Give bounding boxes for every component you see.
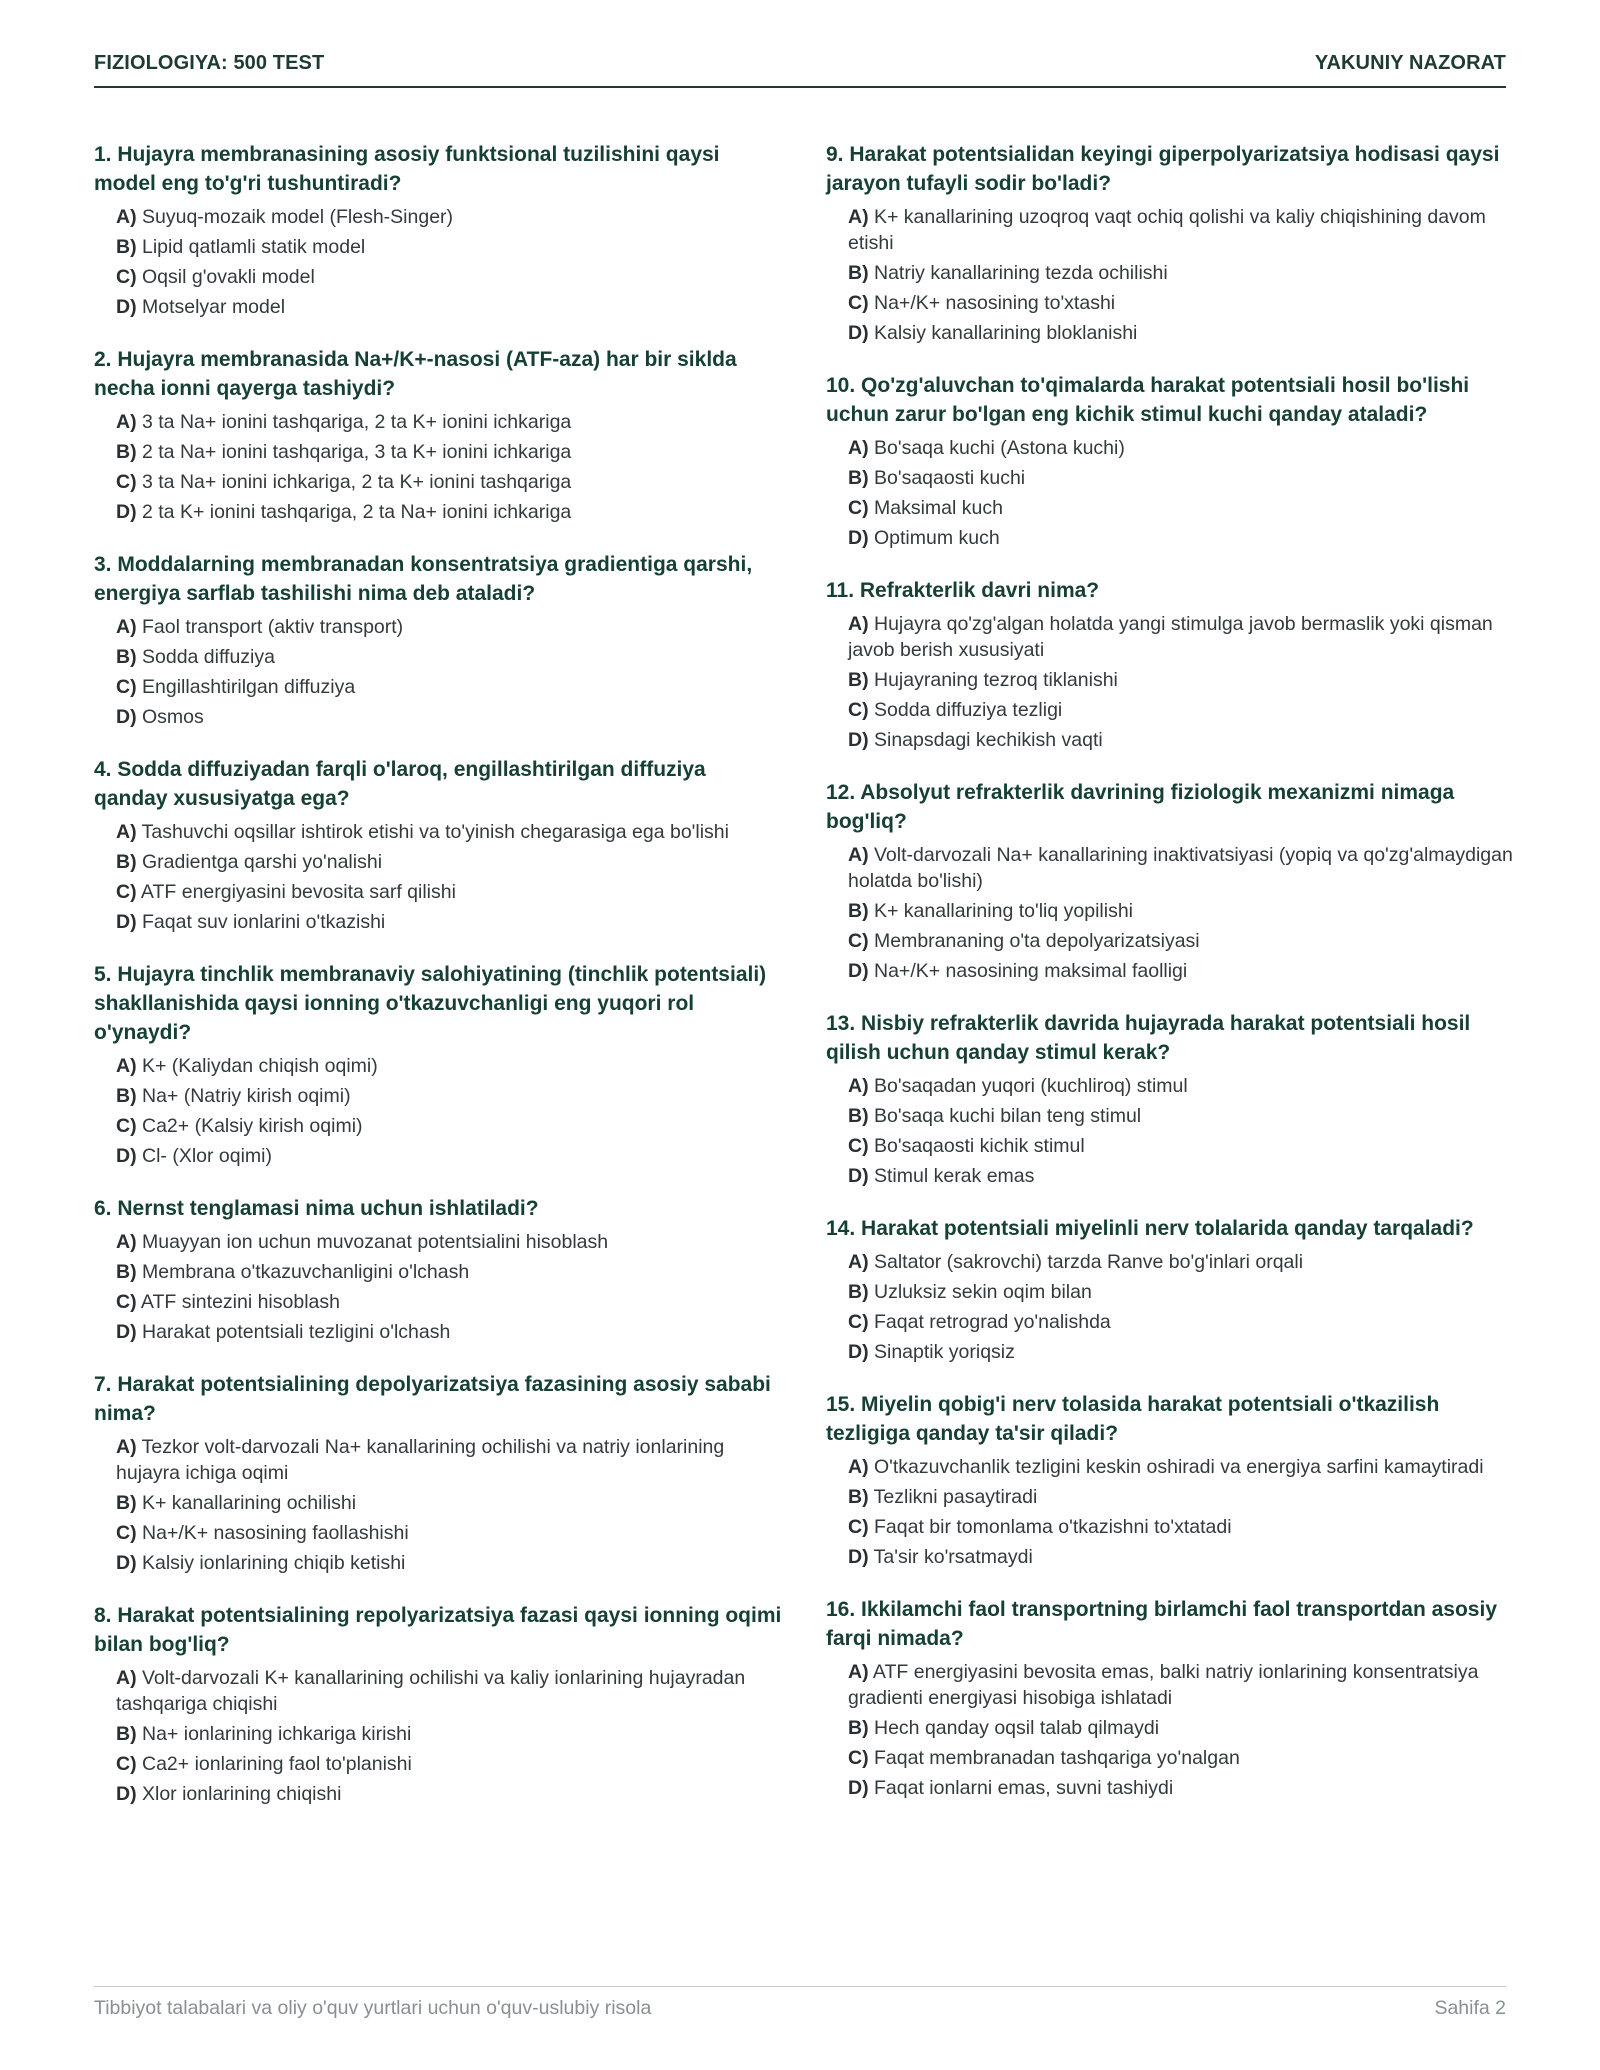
option-text: Osmos — [142, 706, 204, 728]
option-letter: B) — [116, 1261, 137, 1283]
answer-option — [94, 1520, 784, 1546]
answer-option — [94, 644, 784, 670]
answer-option — [94, 879, 784, 905]
option-letter: C) — [116, 266, 137, 288]
answer-option — [94, 1751, 784, 1777]
answer-option — [94, 294, 784, 320]
answer-option — [94, 1083, 784, 1109]
answer-option — [826, 1659, 1516, 1711]
answer-option — [94, 1550, 784, 1576]
option-letter: A) — [116, 1436, 137, 1458]
answer-option — [826, 320, 1516, 346]
question-text: 13. Nisbiy refrakterlik davrida hujayrada harakat potentsiali hosil qilish uchun qanday stimul kerak? — [826, 1012, 1471, 1064]
option-letter: D) — [848, 1341, 869, 1363]
option-text: 3 ta Na+ ionini tashqariga, 2 ta K+ ionini ichkariga — [142, 411, 572, 433]
answer-option — [826, 667, 1516, 693]
answer-option — [826, 1775, 1516, 1801]
option-letter: A) — [848, 437, 869, 459]
option-letter: D) — [848, 1546, 869, 1568]
document-title: FIZIOLOGIYA: 500 TEST — [94, 52, 325, 74]
option-letter: D) — [848, 729, 869, 751]
option-letter: B) — [116, 1085, 137, 1107]
question-text: 11. Refrakterlik davri nima? — [826, 579, 1100, 602]
page-header — [94, 52, 1506, 88]
option-text: Bo'saqadan yuqori (kuchliroq) stimul — [874, 1075, 1188, 1097]
question-text: 16. Ikkilamchi faol transportning birlamchi faol transportdan asosiy farqi nimada? — [826, 1598, 1497, 1650]
option-text: Membrana o'tkazuvchanligini o'lchash — [142, 1261, 470, 1283]
option-text: K+ kanallarining uzoqroq vaqt ochiq qolishi va kaliy chiqishining davom etishi — [848, 206, 1486, 254]
option-letter: C) — [116, 1522, 137, 1544]
answer-option — [826, 898, 1516, 924]
answer-option — [826, 1103, 1516, 1129]
option-letter: A) — [848, 613, 869, 635]
answer-option — [94, 264, 784, 290]
section-title: YAKUNIY NAZORAT — [1314, 52, 1506, 74]
answer-option — [826, 1073, 1516, 1099]
question-text: 4. Sodda diffuziyadan farqli o'laroq, engillashtirilgan diffuziya qanday xususiyatga ega? — [94, 758, 706, 810]
option-text: Na+/K+ nasosining maksimal faolligi — [874, 960, 1188, 982]
option-text: K+ (Kaliydan chiqish oqimi) — [142, 1055, 378, 1077]
option-text: Bo'saqa kuchi (Astona kuchi) — [874, 437, 1125, 459]
option-text: Tezlikni pasaytiradi — [873, 1486, 1038, 1508]
option-text: Na+/K+ nasosining faollashishi — [142, 1522, 409, 1544]
answer-option — [826, 1163, 1516, 1189]
option-text: Bo'saqaosti kichik stimul — [874, 1135, 1085, 1157]
question-block — [826, 1595, 1516, 1801]
answer-option — [826, 1454, 1516, 1480]
option-text: Suyuq-mozaik model (Flesh-Singer) — [142, 206, 454, 228]
question-text: 12. Absolyut refrakterlik davrining fiziologik mexanizmi nimaga bog'liq? — [826, 781, 1455, 833]
option-letter: D) — [116, 1321, 137, 1343]
answer-option — [94, 439, 784, 465]
answer-option — [94, 234, 784, 260]
option-letter: D) — [116, 911, 137, 933]
page-number: Sahifa 2 — [1434, 1997, 1506, 2019]
answer-option — [94, 909, 784, 935]
option-text: Faqat bir tomonlama o'tkazishni to'xtatadi — [874, 1516, 1232, 1538]
option-letter: D) — [116, 296, 137, 318]
option-letter: C) — [116, 1291, 137, 1313]
answer-option — [94, 204, 784, 230]
option-letter: C) — [848, 1135, 869, 1157]
option-text: Faqat ionlarni emas, suvni tashiydi — [874, 1777, 1174, 1799]
option-letter: A) — [848, 844, 869, 866]
option-letter: A) — [116, 411, 137, 433]
page-footer — [94, 1986, 1506, 2020]
option-letter: D) — [116, 1145, 137, 1167]
option-text: Motselyar model — [142, 296, 286, 318]
option-letter: B) — [116, 236, 137, 258]
answer-option — [826, 1544, 1516, 1570]
answer-option — [94, 674, 784, 700]
question-block — [94, 550, 784, 730]
answer-option — [826, 1309, 1516, 1335]
option-text: Ca2+ ionlarining faol to'planishi — [142, 1753, 412, 1775]
option-letter: D) — [116, 706, 137, 728]
question-block — [826, 1009, 1516, 1189]
option-letter: A) — [848, 206, 869, 228]
option-letter: A) — [848, 1251, 869, 1273]
option-text: K+ kanallarining to'liq yopilishi — [874, 900, 1133, 922]
answer-option — [826, 958, 1516, 984]
answer-option — [826, 435, 1516, 461]
question-text: 1. Hujayra membranasining asosiy funktsional tuzilishini qaysi model eng to'g'ri tushuntiradi? — [94, 143, 720, 195]
option-letter: A) — [116, 1667, 137, 1689]
answer-option — [826, 842, 1516, 894]
question-block — [826, 778, 1516, 984]
option-text: Kalsiy ionlarining chiqib ketishi — [142, 1552, 406, 1574]
question-block — [94, 1194, 784, 1345]
option-text: Maksimal kuch — [874, 497, 1003, 519]
answer-option — [826, 1133, 1516, 1159]
answer-option — [94, 1143, 784, 1169]
option-letter: B) — [116, 851, 137, 873]
option-letter: A) — [116, 206, 137, 228]
option-text: Hujayra qo'zg'algan holatda yangi stimulga javob bermaslik yoki qisman javob berish xususiyati — [848, 613, 1493, 661]
answer-option — [826, 1249, 1516, 1275]
option-text: Membrananing o'ta depolyarizatsiyasi — [874, 930, 1200, 952]
answer-option — [94, 1490, 784, 1516]
answer-option — [94, 499, 784, 525]
option-letter: B) — [848, 1105, 869, 1127]
option-text: 2 ta K+ ionini tashqariga, 2 ta Na+ ionini ichkariga — [142, 501, 572, 523]
question-text: 7. Harakat potentsialining depolyarizatsiya fazasining asosiy sababi nima? — [94, 1373, 771, 1425]
question-text: 14. Harakat potentsiali miyelinli nerv tolalarida qanday tarqaladi? — [826, 1217, 1474, 1240]
option-letter: D) — [116, 1552, 137, 1574]
answer-option — [94, 819, 784, 845]
option-text: Sodda diffuziya — [142, 646, 275, 668]
answer-option — [94, 1319, 784, 1345]
option-letter: B) — [116, 646, 137, 668]
answer-option — [826, 495, 1516, 521]
option-letter: D) — [116, 501, 137, 523]
option-text: Faqat suv ionlarini o'tkazishi — [142, 911, 386, 933]
answer-option — [94, 1229, 784, 1255]
option-text: Oqsil g'ovakli model — [142, 266, 315, 288]
option-text: Bo'saqaosti kuchi — [874, 467, 1026, 489]
option-text: Saltator (sakrovchi) tarzda Ranve bo'g'inlari orqali — [874, 1251, 1304, 1273]
option-letter: B) — [848, 262, 869, 284]
answer-option — [94, 704, 784, 730]
option-letter: C) — [116, 1753, 137, 1775]
option-text: Na+ ionlarining ichkariga kirishi — [142, 1723, 412, 1745]
option-letter: C) — [116, 1115, 137, 1137]
option-text: Natriy kanallarining tezda ochilishi — [874, 262, 1168, 284]
option-text: Sinapsdagi kechikish vaqti — [874, 729, 1103, 751]
option-text: Tezkor volt-darvozali Na+ kanallarining ochilishi va natriy ionlarining hujayra ichiga oqimi — [116, 1436, 725, 1484]
option-letter: C) — [848, 1747, 869, 1769]
answer-option — [94, 1113, 784, 1139]
right-column — [826, 140, 1516, 1826]
option-text: Uzluksiz sekin oqim bilan — [874, 1281, 1092, 1303]
option-text: Ta'sir ko'rsatmaydi — [873, 1546, 1033, 1568]
option-letter: C) — [848, 497, 869, 519]
option-letter: B) — [848, 1717, 869, 1739]
answer-option — [94, 1665, 784, 1717]
option-letter: D) — [848, 1165, 869, 1187]
option-letter: C) — [848, 699, 869, 721]
answer-option — [94, 849, 784, 875]
option-text: Faol transport (aktiv transport) — [142, 616, 404, 638]
option-letter: A) — [116, 1055, 137, 1077]
answer-option — [94, 1053, 784, 1079]
option-letter: B) — [848, 1281, 869, 1303]
question-block — [94, 345, 784, 525]
answer-option — [826, 1279, 1516, 1305]
answer-option — [94, 614, 784, 640]
option-text: 2 ta Na+ ionini tashqariga, 3 ta K+ ionini ichkariga — [142, 441, 572, 463]
footer-note: Tibbiyot talabalari va oliy o'quv yurtlari uchun o'quv-uslubiy risola — [94, 1997, 652, 2019]
question-block — [826, 1390, 1516, 1570]
answer-option — [94, 469, 784, 495]
option-letter: C) — [848, 292, 869, 314]
option-text: K+ kanallarining ochilishi — [142, 1492, 357, 1514]
answer-option — [826, 1339, 1516, 1365]
answer-option — [94, 409, 784, 435]
option-letter: A) — [848, 1075, 869, 1097]
answer-option — [826, 928, 1516, 954]
question-text: 15. Miyelin qobig'i nerv tolasida harakat potentsiali o'tkazilish tezligiga qanday ta'sir qiladi? — [826, 1393, 1440, 1445]
option-letter: A) — [116, 821, 137, 843]
option-text: Volt-darvozali K+ kanallarining ochilishi va kaliy ionlarining hujayradan tashqariga chiqishi — [116, 1667, 746, 1715]
option-letter: C) — [116, 881, 137, 903]
question-text: 6. Nernst tenglamasi nima uchun ishlatiladi? — [94, 1197, 539, 1220]
option-letter: D) — [116, 1783, 137, 1805]
answer-option — [94, 1259, 784, 1285]
answer-option — [94, 1721, 784, 1747]
option-letter: B) — [848, 467, 869, 489]
answer-option — [826, 1745, 1516, 1771]
option-text: Stimul kerak emas — [874, 1165, 1035, 1187]
option-text: O'tkazuvchanlik tezligini keskin oshiradi va energiya sarfini kamaytiradi — [874, 1456, 1484, 1478]
answer-option — [826, 290, 1516, 316]
option-text: Volt-darvozali Na+ kanallarining inaktivatsiyasi (yopiq va qo'zg'almaydigan holatda bo'lishi) — [848, 844, 1513, 892]
question-block — [826, 576, 1516, 753]
answer-option — [826, 465, 1516, 491]
option-text: Faqat retrograd yo'nalishda — [874, 1311, 1111, 1333]
option-letter: D) — [848, 322, 869, 344]
option-text: Gradientga qarshi yo'nalishi — [142, 851, 383, 873]
option-letter: D) — [848, 1777, 869, 1799]
option-letter: B) — [116, 441, 137, 463]
option-text: 3 ta Na+ ionini ichkariga, 2 ta K+ ionini tashqariga — [142, 471, 572, 493]
option-text: Kalsiy kanallarining bloklanishi — [874, 322, 1138, 344]
option-text: Engillashtirilgan diffuziya — [142, 676, 356, 698]
question-block — [94, 140, 784, 320]
option-text: Cl- (Xlor oqimi) — [142, 1145, 273, 1167]
option-text: Harakat potentsiali tezligini o'lchash — [142, 1321, 451, 1343]
question-text: 9. Harakat potentsialidan keyingi giperpolyarizatsiya hodisasi qaysi jarayon tufayli sodir bo'ladi? — [826, 143, 1500, 195]
option-letter: C) — [848, 1516, 869, 1538]
option-text: Ca2+ (Kalsiy kirish oqimi) — [142, 1115, 363, 1137]
question-text: 5. Hujayra tinchlik membranaviy salohiyatining (tinchlik potentsiali) shakllanishida qaysi ionning o'tkazuvchanligi eng yuqori rol o'ynaydi? — [94, 963, 767, 1044]
option-text: ATF energiyasini bevosita sarf qilishi — [140, 881, 456, 903]
question-block — [826, 140, 1516, 346]
option-letter: C) — [116, 471, 137, 493]
question-text: 3. Moddalarning membranadan konsentratsiya gradientiga qarshi, energiya sarflab tashilishi nima deb ataladi? — [94, 553, 753, 605]
option-text: Na+ (Natriy kirish oqimi) — [142, 1085, 351, 1107]
answer-option — [826, 611, 1516, 663]
option-text: ATF sintezini hisoblash — [140, 1291, 340, 1313]
option-text: Optimum kuch — [874, 527, 1000, 549]
question-text: 8. Harakat potentsialining repolyarizatsiya fazasi qaysi ionning oqimi bilan bog'liq? — [94, 1604, 782, 1656]
question-block — [94, 1601, 784, 1807]
answer-option — [826, 697, 1516, 723]
option-letter: B) — [848, 900, 869, 922]
option-text: Muayyan ion uchun muvozanat potentsialini hisoblash — [142, 1231, 609, 1253]
option-text: Bo'saqa kuchi bilan teng stimul — [874, 1105, 1142, 1127]
option-letter: D) — [848, 527, 869, 549]
option-letter: B) — [116, 1723, 137, 1745]
question-block — [94, 960, 784, 1169]
option-letter: B) — [848, 669, 869, 691]
answer-option — [826, 1715, 1516, 1741]
option-text: ATF energiyasini bevosita emas, balki natriy ionlarining konsentratsiya gradienti energiyasi hisobiga ishlatadi — [848, 1661, 1479, 1709]
question-block — [94, 755, 784, 935]
option-letter: D) — [848, 960, 869, 982]
option-text: Hech qanday oqsil talab qilmaydi — [874, 1717, 1160, 1739]
option-letter: C) — [116, 676, 137, 698]
answer-option — [826, 260, 1516, 286]
question-block — [94, 1370, 784, 1576]
option-text: Sinaptik yoriqsiz — [874, 1341, 1015, 1363]
option-letter: A) — [848, 1661, 869, 1683]
option-letter: C) — [848, 930, 869, 952]
answer-option — [94, 1434, 784, 1486]
option-text: Hujayraning tezroq tiklanishi — [874, 669, 1118, 691]
question-text: 10. Qo'zg'aluvchan to'qimalarda harakat potentsiali hosil bo'lishi uchun zarur bo'lgan eng kichik stimul kuchi qanday ataladi? — [826, 374, 1470, 426]
option-text: Na+/K+ nasosining to'xtashi — [874, 292, 1116, 314]
option-text: Sodda diffuziya tezligi — [874, 699, 1063, 721]
question-block — [826, 1214, 1516, 1365]
left-column — [94, 140, 784, 1832]
option-text: Xlor ionlarining chiqishi — [142, 1783, 342, 1805]
answer-option — [826, 1514, 1516, 1540]
option-text: Tashuvchi oqsillar ishtirok etishi va to'yinish chegarasiga ega bo'lishi — [141, 821, 729, 843]
answer-option — [826, 204, 1516, 256]
answer-option — [826, 1484, 1516, 1510]
option-text: Faqat membranadan tashqariga yo'nalgan — [874, 1747, 1240, 1769]
option-letter: A) — [848, 1456, 869, 1478]
answer-option — [826, 525, 1516, 551]
option-text: Lipid qatlamli statik model — [142, 236, 366, 258]
option-letter: A) — [116, 616, 137, 638]
option-letter: B) — [116, 1492, 137, 1514]
answer-option — [94, 1289, 784, 1315]
question-text: 2. Hujayra membranasida Na+/K+-nasosi (ATF-aza) har bir siklda necha ionni qayerga tashiydi? — [94, 348, 737, 400]
answer-option — [826, 727, 1516, 753]
option-letter: A) — [116, 1231, 137, 1253]
answer-option — [94, 1781, 784, 1807]
option-letter: B) — [848, 1486, 869, 1508]
question-block — [826, 371, 1516, 551]
option-letter: C) — [848, 1311, 869, 1333]
